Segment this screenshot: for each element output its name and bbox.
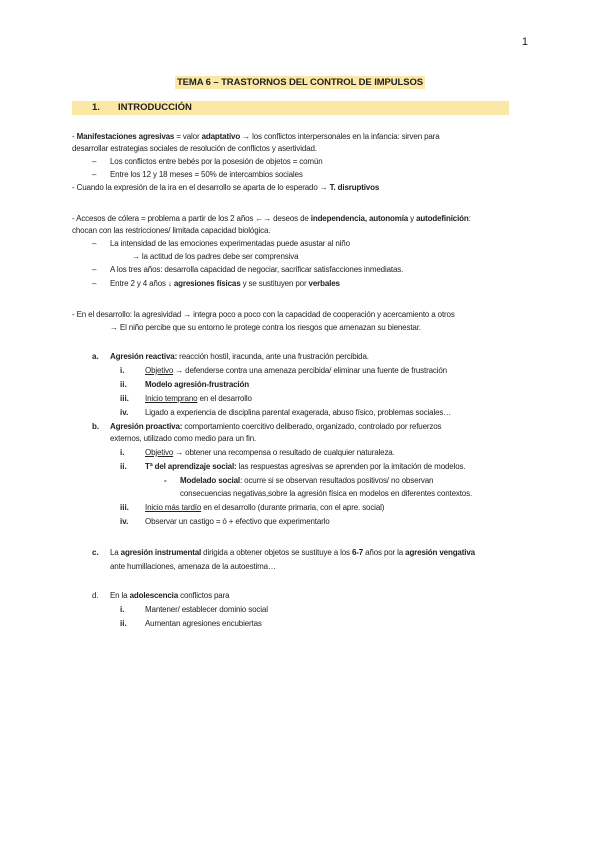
p1-bullet-2: Entre los 12 y 18 meses = 50% de intercambios sociales xyxy=(110,170,303,179)
p3-line-2: → El niño percibe que su entorno le protege contra los riesgos que amenazan su bienestar. xyxy=(110,323,421,332)
b-item-2 xyxy=(145,462,465,472)
text: → los conflictos interpersonales en la infancia: sirven para xyxy=(240,132,440,141)
bold-term: agresión vengativa xyxy=(405,548,475,557)
text: dirigida a obtener objetos se sustituye a los xyxy=(201,548,352,557)
list-marker: iii. xyxy=(120,394,129,403)
text: : xyxy=(468,214,471,223)
list-marker: iv. xyxy=(120,408,129,417)
text: → defenderse contra una amenaza percibida/ eliminar una fuente de frustración xyxy=(173,366,447,375)
text: → obtener una recompensa o resultado de cualquier naturaleza. xyxy=(173,448,395,457)
bold-term: Agresión reactiva: xyxy=(110,352,178,361)
a-heading xyxy=(110,352,369,362)
c-line-2: ante humillaciones, amenaza de la autoestima… xyxy=(110,562,276,571)
bold-term: Modelo agresión-frustración xyxy=(145,380,249,389)
dash-bullet: – xyxy=(92,170,97,179)
text: conflictos para xyxy=(178,591,230,600)
list-marker: a. xyxy=(92,352,99,361)
p2-bullet-1-sub: → la actitud de los padres debe ser comprensiva xyxy=(132,252,299,261)
bold-term: Agresión proactiva: xyxy=(110,422,183,431)
text: años por la xyxy=(363,548,406,557)
b-heading-line-2: externos, utilizado como medio para un fin. xyxy=(110,434,257,443)
list-marker: b. xyxy=(92,422,100,431)
list-marker: iii. xyxy=(120,503,129,512)
text: reacción hostil, iracunda, ante una frustración percibida. xyxy=(177,352,369,361)
underlined-term: Inicio más tardío xyxy=(145,503,202,512)
page-number: 1 xyxy=(521,36,528,48)
bold-term: independencia, autonomía xyxy=(310,214,409,223)
dash-bullet: – xyxy=(92,239,97,248)
bold-term: agresiones físicas xyxy=(173,279,241,288)
text: y xyxy=(408,214,417,223)
text: : ocurre si se observan resultados positivos/ no observan xyxy=(240,476,434,485)
p2-bullet-1: La intensidad de las emociones experimentadas puede asustar al niño xyxy=(110,239,350,248)
bold-term: adolescencia xyxy=(129,591,179,600)
list-marker: ii. xyxy=(120,462,127,471)
text: las respuestas agresivas se aprenden por la imitación de modelos. xyxy=(236,462,466,471)
list-marker: - xyxy=(164,476,167,485)
bold-term: Tª del aprendizaje social: xyxy=(145,462,237,471)
underlined-term: Objetivo xyxy=(145,448,174,457)
list-marker: ii. xyxy=(120,380,127,389)
a-item-1 xyxy=(145,366,447,376)
b-item-1 xyxy=(145,448,395,458)
bold-term: verbales xyxy=(308,279,340,288)
text: - xyxy=(72,132,77,141)
list-marker: i. xyxy=(120,605,125,614)
title-text: TEMA 6 – TRASTORNOS DEL CONTROL DE IMPULSOS xyxy=(176,77,424,88)
bold-term: 6-7 xyxy=(351,548,364,557)
dash-bullet: – xyxy=(92,265,97,274)
p1-line-3 xyxy=(72,183,379,193)
text: en el desarrollo xyxy=(197,394,252,403)
underlined-term: Inicio temprano xyxy=(145,394,198,403)
bold-term: T. disruptivos xyxy=(329,183,380,192)
document-title xyxy=(0,72,600,90)
p1-line-1 xyxy=(72,132,440,142)
d-line-1 xyxy=(110,591,229,601)
p2-bullet-3 xyxy=(110,279,340,289)
p2-line-1 xyxy=(72,214,471,224)
text: y se sustituyen por xyxy=(240,279,309,288)
b-item-4: Observar un castigo = ó + efectivo que experimentarlo xyxy=(145,517,330,526)
section-heading xyxy=(72,101,509,115)
b-subitem xyxy=(180,476,433,486)
a-item-4: Ligado a experiencia de disciplina parental exagerada, abuso físico, problemas sociales… xyxy=(145,408,452,417)
dash-bullet: – xyxy=(92,279,97,288)
list-marker: d. xyxy=(92,591,99,600)
p1-line-2: desarrollar estrategias sociales de resolución de conflictos y asertividad. xyxy=(72,144,317,153)
bold-term: Modelado social xyxy=(180,476,240,485)
bold-term: adaptativo xyxy=(201,132,241,141)
underlined-term: Objetivo xyxy=(145,366,174,375)
d-item-1: Mantener/ establecer dominio social xyxy=(145,605,268,614)
bold-term: Manifestaciones agresivas xyxy=(76,132,175,141)
p1-bullet-1: Los conflictos entre bebés por la posesión de objetos = común xyxy=(110,157,323,166)
list-marker: i. xyxy=(120,448,125,457)
bold-term: agresión instrumental xyxy=(120,548,202,557)
section-label: INTRODUCCIÓN xyxy=(118,102,192,113)
d-item-2: Aumentan agresiones encubiertas xyxy=(145,619,262,628)
text: comportamiento coercitivo deliberado, organizado, controlado por refuerzos xyxy=(182,422,442,431)
text: = valor xyxy=(174,132,202,141)
c-line-1 xyxy=(110,548,475,558)
b-item-3 xyxy=(145,503,384,513)
list-marker: iv. xyxy=(120,517,129,526)
bold-term: autodefinición xyxy=(416,214,469,223)
b-heading xyxy=(110,422,441,432)
section-number: 1. xyxy=(92,102,100,113)
p2-line-2: chocan con las restricciones/ limitada capacidad biológica. xyxy=(72,226,271,235)
a-item-2 xyxy=(145,380,249,390)
dash-bullet: – xyxy=(92,157,97,166)
text: La xyxy=(110,548,121,557)
list-marker: c. xyxy=(92,548,99,557)
list-marker: i. xyxy=(120,366,125,375)
text: - Cuando la expresión de la ira en el desarrollo se aparta de lo esperado → xyxy=(72,183,330,192)
text: - Accesos de cólera = problema a partir de los 2 años ←→ deseos de xyxy=(72,214,311,223)
list-marker: ii. xyxy=(120,619,127,628)
text: en el desarrollo (durante primaria, con el apre. social) xyxy=(201,503,385,512)
b-subitem-line-2: consecuencias negativas,sobre la agresión física en modelos en diferentes contextos. xyxy=(180,489,473,498)
p3-line-1: - En el desarrollo: la agresividad → integra poco a poco con la capacidad de cooperación y acercamiento a otros xyxy=(72,310,455,319)
a-item-3 xyxy=(145,394,252,404)
text: En la xyxy=(110,591,130,600)
p2-bullet-2: A los tres años: desarrolla capacidad de negociar, sacrificar satisfacciones inmediatas. xyxy=(110,265,404,274)
text: Entre 2 y 4 años ↓ xyxy=(110,279,174,288)
